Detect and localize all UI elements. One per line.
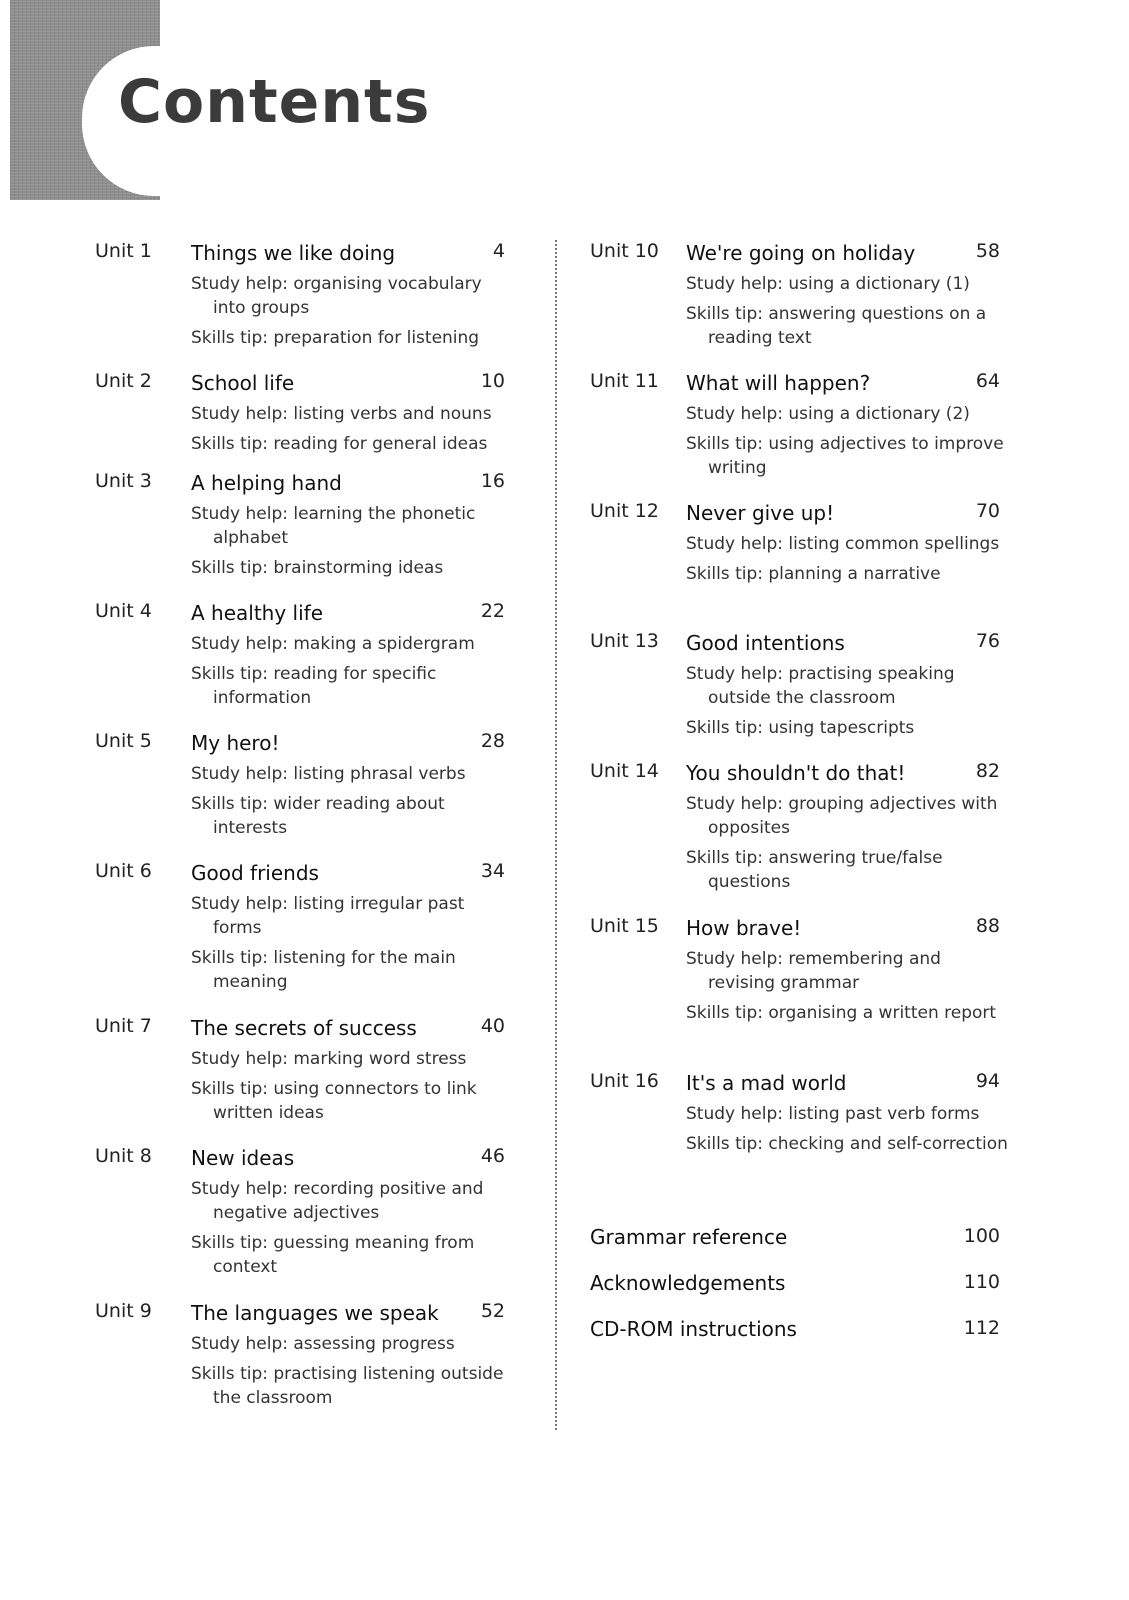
- study-help-line: Study help: listing past verb forms: [686, 1104, 980, 1124]
- study-help-line: Study help: using a dictionary (1): [686, 274, 970, 294]
- skills-tip-line: Skills tip: preparation for listening: [191, 328, 480, 348]
- skills-tip-line: Skills tip: guessing meaning from context: [191, 1233, 475, 1277]
- toc-entry-unit-2[interactable]: [95, 370, 515, 470]
- unit-number: Unit 9: [95, 1300, 152, 1322]
- unit-number: Unit 16: [590, 1070, 659, 1092]
- skills-tip-line: Skills tip: answering true/false questions: [686, 848, 943, 892]
- unit-title: A helping hand: [191, 471, 342, 495]
- study-help-line: Study help: marking word stress: [191, 1049, 467, 1069]
- toc-entry-unit-4[interactable]: [95, 600, 515, 730]
- reference-title: Acknowledgements: [590, 1271, 786, 1295]
- unit-number: Unit 8: [95, 1145, 152, 1167]
- study-help-line: Study help: recording positive and negative adjectives: [191, 1179, 484, 1223]
- unit-title: The languages we speak: [191, 1301, 439, 1325]
- unit-page-number: 70: [975, 500, 1000, 522]
- unit-number: Unit 1: [95, 240, 152, 262]
- unit-number: Unit 15: [590, 915, 659, 937]
- unit-number: Unit 7: [95, 1015, 152, 1037]
- unit-title: Good friends: [191, 861, 319, 885]
- unit-page-number: 52: [480, 1300, 505, 1322]
- study-help-line: Study help: making a spidergram: [191, 634, 475, 654]
- unit-title: You shouldn't do that!: [686, 761, 906, 785]
- skills-tip-line: Skills tip: wider reading about interests: [191, 794, 445, 838]
- study-help-line: Study help: learning the phonetic alphabet: [191, 504, 476, 548]
- toc-entry-unit-5[interactable]: [95, 730, 515, 860]
- unit-page-number: 82: [975, 760, 1000, 782]
- skills-tip-line: Skills tip: answering questions on a reading text: [686, 304, 987, 348]
- unit-number: Unit 4: [95, 600, 152, 622]
- unit-page-number: 10: [480, 370, 505, 392]
- toc-right-column: [590, 240, 1010, 1363]
- unit-number: Unit 14: [590, 760, 659, 782]
- toc-entry-unit-13[interactable]: [590, 630, 1010, 760]
- unit-page-number: 46: [480, 1145, 505, 1167]
- toc-entry-unit-6[interactable]: [95, 860, 515, 1015]
- toc-entry-unit-10[interactable]: [590, 240, 1010, 370]
- study-help-line: Study help: listing irregular past forms: [191, 894, 465, 938]
- unit-page-number: 88: [975, 915, 1000, 937]
- unit-number: Unit 3: [95, 470, 152, 492]
- skills-tip-line: Skills tip: using connectors to link written ideas: [191, 1079, 477, 1123]
- unit-page-number: 64: [975, 370, 1000, 392]
- unit-page-number: 4: [492, 240, 505, 262]
- unit-title: How brave!: [686, 916, 802, 940]
- toc-entry-unit-14[interactable]: [590, 760, 1010, 915]
- unit-title: We're going on holiday: [686, 241, 916, 265]
- skills-tip-line: Skills tip: organising a written report: [686, 1003, 997, 1023]
- unit-number: Unit 12: [590, 500, 659, 522]
- unit-title: The secrets of success: [191, 1016, 417, 1040]
- unit-title: My hero!: [191, 731, 280, 755]
- study-help-line: Study help: organising vocabulary into groups: [191, 274, 482, 318]
- study-help-line: Study help: listing common spellings: [686, 534, 1000, 554]
- toc-entry-unit-16[interactable]: [590, 1070, 1010, 1225]
- study-help-line: Study help: practising speaking outside the classroom: [686, 664, 955, 708]
- unit-page-number: 58: [975, 240, 1000, 262]
- unit-page-number: 16: [480, 470, 505, 492]
- unit-number: Unit 13: [590, 630, 659, 652]
- skills-tip-line: Skills tip: checking and self-correction: [686, 1134, 1008, 1154]
- reference-title: CD-ROM instructions: [590, 1317, 797, 1341]
- toc-entry-unit-3[interactable]: [95, 470, 515, 600]
- toc-entry-unit-15[interactable]: [590, 915, 1010, 1070]
- reference-page-number: 100: [963, 1225, 1000, 1247]
- skills-tip-line: Skills tip: using tapescripts: [686, 718, 915, 738]
- toc-entry-unit-11[interactable]: [590, 370, 1010, 500]
- study-help-line: Study help: grouping adjectives with opposites: [686, 794, 998, 838]
- unit-title: School life: [191, 371, 295, 395]
- study-help-line: Study help: listing verbs and nouns: [191, 404, 492, 424]
- reference-title: Grammar reference: [590, 1225, 788, 1249]
- skills-tip-line: Skills tip: practising listening outside the classroom: [191, 1364, 504, 1408]
- skills-tip-line: Skills tip: using adjectives to improve writing: [686, 434, 1004, 478]
- unit-title: What will happen?: [686, 371, 871, 395]
- study-help-line: Study help: listing phrasal verbs: [191, 764, 466, 784]
- toc-entry-unit-12[interactable]: [590, 500, 1010, 630]
- skills-tip-line: Skills tip: listening for the main meaning: [191, 948, 456, 992]
- unit-number: Unit 2: [95, 370, 152, 392]
- unit-page-number: 40: [480, 1015, 505, 1037]
- unit-title: It's a mad world: [686, 1071, 847, 1095]
- unit-page-number: 76: [975, 630, 1000, 652]
- unit-number: Unit 5: [95, 730, 152, 752]
- unit-page-number: 22: [480, 600, 505, 622]
- unit-title: Things we like doing: [191, 241, 396, 265]
- skills-tip-line: Skills tip: brainstorming ideas: [191, 558, 444, 578]
- toc-entry-grammar-reference[interactable]: [590, 1225, 1010, 1271]
- toc-left-column: [95, 240, 515, 1410]
- toc-entry-unit-7[interactable]: [95, 1015, 515, 1145]
- toc-entry-cd-rom-instructions[interactable]: [590, 1317, 1010, 1363]
- unit-number: Unit 10: [590, 240, 659, 262]
- toc-entry-unit-1[interactable]: [95, 240, 515, 370]
- skills-tip-line: Skills tip: reading for specific information: [191, 664, 437, 708]
- study-help-line: Study help: assessing progress: [191, 1334, 455, 1354]
- toc-entry-acknowledgements[interactable]: [590, 1271, 1010, 1317]
- unit-page-number: 94: [975, 1070, 1000, 1092]
- skills-tip-line: Skills tip: planning a narrative: [686, 564, 941, 584]
- unit-title: A healthy life: [191, 601, 324, 625]
- unit-title: Good intentions: [686, 631, 845, 655]
- unit-page-number: 34: [480, 860, 505, 882]
- skills-tip-line: Skills tip: reading for general ideas: [191, 434, 488, 454]
- unit-number: Unit 6: [95, 860, 152, 882]
- toc-entry-unit-8[interactable]: [95, 1145, 515, 1300]
- reference-page-number: 110: [963, 1271, 1000, 1293]
- column-divider: [555, 240, 557, 1430]
- unit-number: Unit 11: [590, 370, 659, 392]
- study-help-line: Study help: remembering and revising grammar: [686, 949, 941, 993]
- unit-title: New ideas: [191, 1146, 295, 1170]
- study-help-line: Study help: using a dictionary (2): [686, 404, 970, 424]
- reference-page-number: 112: [963, 1317, 1000, 1339]
- unit-title: Never give up!: [686, 501, 835, 525]
- toc-entry-unit-9[interactable]: [95, 1300, 515, 1410]
- page-title: Contents: [118, 67, 431, 137]
- unit-page-number: 28: [480, 730, 505, 752]
